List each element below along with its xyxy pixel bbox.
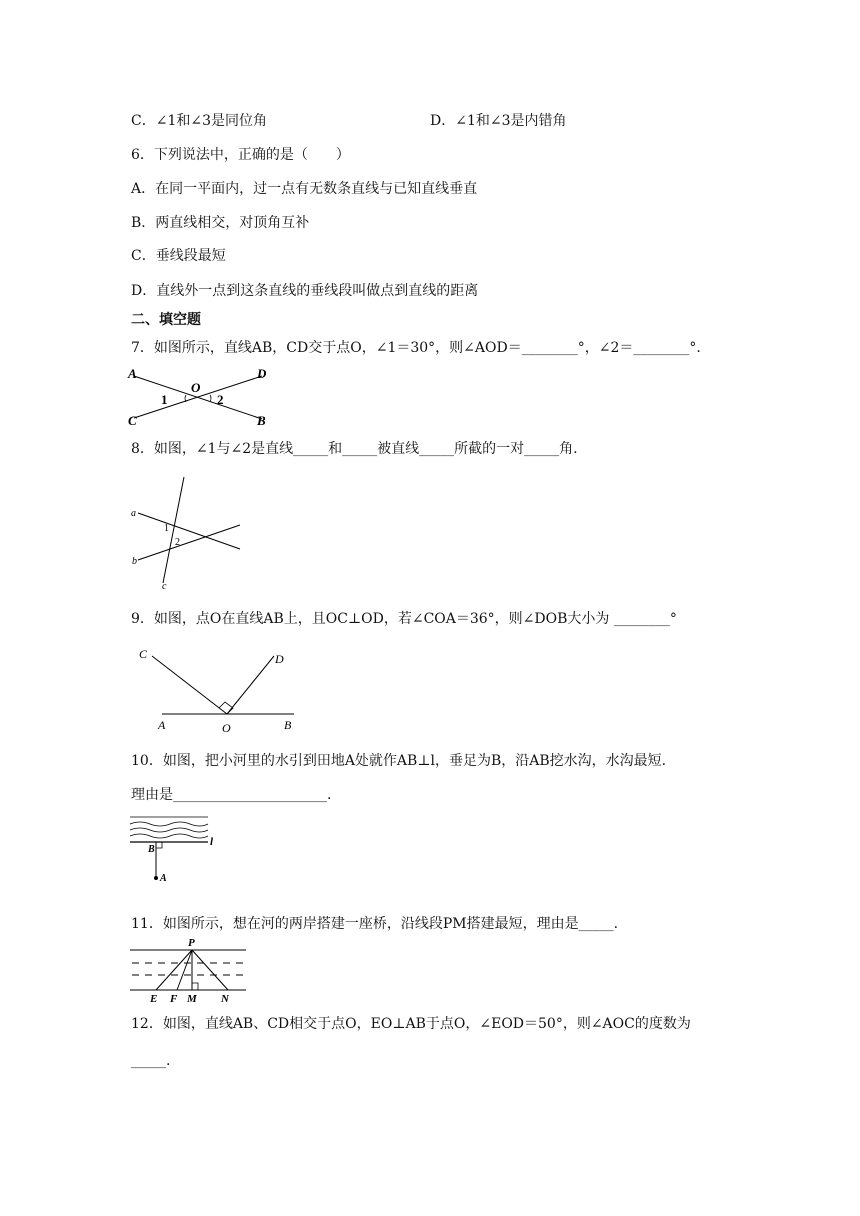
q12-stem-2: _____. xyxy=(131,1053,171,1069)
q6-option-d: D．直线外一点到这条直线的垂线段叫做点到直线的距离 xyxy=(131,283,479,299)
q7-label-2: 2 xyxy=(217,392,224,407)
q10-label-b: B xyxy=(148,844,155,855)
q8-label-2: 2 xyxy=(175,537,180,548)
q10-label-l: l xyxy=(210,836,214,848)
q6-option-c: C．垂线段最短 xyxy=(131,248,226,264)
q10-stem: 10．如图，把小河里的水引到田地A处就作AB⊥l，垂足为B，沿AB挖水沟，水沟最短. xyxy=(131,753,667,769)
q5-option-c: C．∠1和∠3是同位角 xyxy=(131,113,267,129)
q11-label-e: E xyxy=(150,993,158,1005)
q12-stem: 12．如图，直线AB、CD相交于点O，EO⊥AB于点O，∠EOD＝50°，则∠AOC的度数为 xyxy=(131,1016,691,1032)
q9-label-c: C xyxy=(139,647,148,661)
q9-label-d: D xyxy=(275,652,284,666)
q7-stem: 7．如图所示，直线AB，CD交于点O，∠1＝30°，则∠AOD＝________°，∠2＝________°. xyxy=(131,340,701,356)
q7-label-b: B xyxy=(257,413,266,428)
q11-label-f: F xyxy=(170,993,178,1005)
q7-label-a: A xyxy=(128,366,137,381)
q9-label-a: A xyxy=(158,718,166,732)
q8-label-c: c xyxy=(162,581,167,592)
q8-stem: 8．如图，∠1与∠2是直线_____和_____被直线_____所截的一对_____角. xyxy=(131,441,578,457)
q8-figure xyxy=(128,475,248,593)
q7-label-d: D xyxy=(257,366,267,381)
q9-label-o: O xyxy=(222,721,231,735)
q9-figure xyxy=(134,643,304,738)
q6-stem: 6．下列说法中，正确的是（ ） xyxy=(131,147,350,163)
q7-label-c: C xyxy=(128,413,137,428)
q11-label-p: P xyxy=(188,937,195,949)
q8-label-b: b xyxy=(132,556,137,567)
q6-option-a: A．在同一平面内，过一点有无数条直线与已知直线垂直 xyxy=(131,181,478,197)
q11-figure xyxy=(128,935,253,1005)
q10-stem-2: 理由是______________________. xyxy=(131,787,332,803)
q11-label-m: M xyxy=(187,993,197,1005)
q10-label-a: A xyxy=(160,873,167,884)
q5-option-d: D．∠1和∠3是内错角 xyxy=(430,113,567,129)
section-title: 二、填空题 xyxy=(131,312,201,328)
q11-stem: 11．如图所示，想在河的两岸搭建一座桥，沿线段PM搭建最短，理由是_____. xyxy=(131,916,619,932)
q7-figure xyxy=(126,364,276,428)
q9-label-b: B xyxy=(284,718,292,732)
q8-label-1: 1 xyxy=(164,523,169,534)
q8-label-a: a xyxy=(131,508,136,519)
q7-label-1: 1 xyxy=(161,392,168,407)
q7-label-o: O xyxy=(191,380,201,395)
q9-stem: 9．如图，点O在直线AB上，且OC⊥OD，若∠COA＝36°，则∠DOB大小为 ________° xyxy=(131,611,677,627)
q6-option-b: B．两直线相交，对顶角互补 xyxy=(131,215,310,231)
q11-label-n: N xyxy=(221,993,229,1005)
q10-figure xyxy=(128,814,228,886)
